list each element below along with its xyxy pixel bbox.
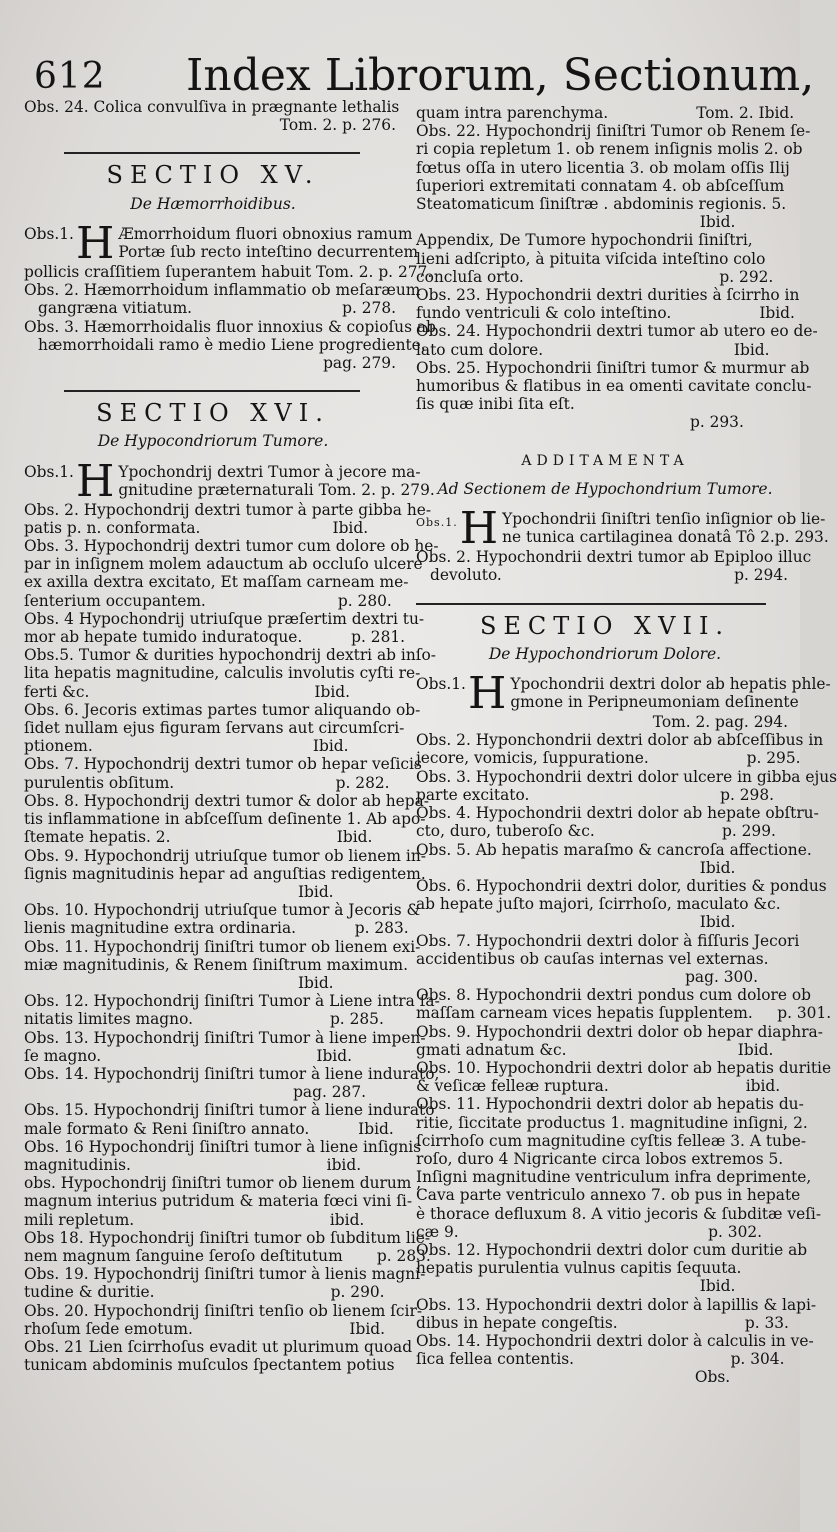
entry-line: ne tunica cartilaginea donatâ Tô 2.p. 293.	[502, 528, 829, 547]
entry-line: mor ab hepate tumido induratoque. p. 281.	[24, 628, 406, 647]
entry-line: Obs.5. Tumor & durities hypochondrij dextri ab inſo-	[24, 646, 436, 665]
entry-line: Obs. 7. Hypochondrii dextri dolor à fiſſuris Jecori	[416, 931, 800, 950]
entry-line: lienis magnitudine extra ordinaria. p. 283.	[24, 919, 409, 938]
entry-line: Obs. 10. Hypochondrij utriuſque tumor à Jecoris &	[24, 901, 421, 920]
entry-line: fœtus oſſa in utero licentia 3. ob molam oſſis Ilij	[416, 158, 790, 177]
entry-line: hæmorrhoidali ramo è medio Liene progrediente.	[38, 335, 426, 354]
entry-line: Obs. 21 Lien ſcirrhoſus evadit ut plurimum quoad	[24, 1337, 413, 1356]
entry-line: ſcirrhoſo cum magnitudine cyſtis felleæ 3. A tube-	[416, 1131, 807, 1150]
entry-line: Ibid.	[24, 973, 334, 992]
entry-line: roſo, duro 4 Nigricante circa lobos extremos 5.	[416, 1149, 784, 1168]
entry-line: ri copia repletum 1. ob renem inſignis molis 2. ob	[416, 140, 803, 159]
entry-line: purulentis obſitum. p. 282.	[24, 773, 390, 792]
obs-label: Obs.1.	[24, 462, 74, 481]
entry-line: hepatis purulentia vulnus capitis ſequuta.	[416, 1259, 742, 1278]
entry-line: male formato & Reni ſiniſtro annato. Ibid.	[24, 1119, 394, 1138]
section-divider	[64, 390, 360, 392]
entry-line: Inſigni magnitudine ventriculum infra deprimente,	[416, 1168, 812, 1187]
entry-line: mili repletum. ibid.	[24, 1210, 365, 1229]
entry-line: Obs. 19. Hypochondrij ſiniſtri tumor à lienis magni-	[24, 1265, 426, 1284]
obs-label: Obs.1.	[416, 675, 466, 694]
entry-ref: pag. 279.	[323, 354, 396, 373]
obs-entry	[24, 217, 433, 281]
entry-line: Obs.	[416, 1368, 731, 1387]
entry-ref: Tom. 2. pag. 294.	[652, 713, 788, 732]
entry-line: cto, duro, tuberoſo &c. p. 299.	[416, 822, 776, 841]
drop-capital: H	[75, 217, 115, 269]
entry-line: Obs. 5. Ab hepatis maraſmo & cancroſa affectione.	[416, 840, 812, 859]
entry-line: Obs 18. Hypochondrij ſiniſtri tumor ob ſubditum lie-	[24, 1228, 431, 1247]
entry-list	[416, 104, 818, 432]
left-column	[24, 96, 440, 1375]
entry-line: Obs. 2. Hæmorrhoidum inflammatio ob meſaræum	[24, 281, 421, 300]
entry-line: lita hepatis magnitudine, calculis involutis cyſti re-	[24, 664, 421, 683]
section-heading: SECTIO XVII.	[479, 611, 731, 640]
entry-line: Appendix, De Tumore hypochondrii ſiniſtri,	[416, 231, 753, 250]
entry-line: Obs. 2. Hypochondrii dextri tumor ab Epiploo illuc	[416, 548, 812, 567]
entry-line: parte excitato. p. 298.	[416, 785, 775, 804]
entry-line: Obs. 14. Hypochondrii dextri dolor à calculis in ve-	[416, 1331, 814, 1350]
entry-line: miæ magnitudinis, & Renem ſiniſtrum maximum.	[24, 955, 408, 974]
entry-line: nem magnum ſanguine ſeroſo deſtitutum p. 283.	[24, 1246, 431, 1265]
entry-line: & veſicæ felleæ ruptura. ibid.	[416, 1077, 781, 1096]
entry-line: gangræna vitiatum.	[38, 299, 193, 318]
section-heading: SECTIO XV.	[106, 161, 320, 190]
entry-line: ſenterium occupantem. p. 280.	[24, 591, 392, 610]
page-title: Index Librorum, Sectionum,	[186, 50, 815, 101]
obs-entry	[416, 668, 831, 732]
entry-line: Obs. 8. Hypochondrii dextri pondus cum dolore ob	[416, 986, 812, 1005]
entry-line: Portæ ſub recto inteſtino decurrentem	[118, 243, 419, 262]
entry-line: Obs. 11. Hypochondrii dextri dolor ab hepatis du-	[416, 1095, 804, 1114]
section-subheading: De Hæmorrhoidibus.	[130, 194, 296, 213]
entry-ref: Tom. 2. p. 276.	[279, 116, 396, 135]
entry-line: ſidet nullam ejus figuram ſervans aut circumſcri-	[24, 719, 405, 738]
entry-line: Obs. 16 Hypochondrij ſiniſtri tumor à liene inſignis	[24, 1137, 422, 1156]
entry-line: Æmorrhoidum fluori obnoxius ramum	[118, 224, 413, 243]
entry-line: gmone in Peripneumoniam deſinente	[510, 693, 799, 712]
entry-line: par in inſignem molem adauctum ab occluſo ulcere	[24, 555, 423, 574]
entry-line: Obs. 24. Hypochondrii dextri tumor ab utero eo de-	[416, 322, 818, 341]
entry-line: Obs. 6. Jecoris extimas partes tumor aliquando ob-	[24, 700, 421, 719]
entry-line: Obs. 11. Hypochondrij ſiniſtri tumor ob lienem exi-	[24, 937, 421, 956]
entry-line: Ibid.	[416, 1277, 736, 1296]
section-subheading: Ad Sectionem de Hypochondrium Tumore.	[437, 479, 773, 498]
entry-line: jecore, vomicis, ſuppuratione. p. 295.	[416, 749, 801, 768]
entry-line: Obs. 2. Hypochondrij dextri tumor à parte gibba he-	[24, 500, 432, 519]
entry-line: ſuperiori extremitati connatam 4. ob abſceſſum	[416, 176, 785, 195]
entry-line: magnitudinis. ibid.	[24, 1155, 362, 1174]
entry-line: Obs. 13. Hypochondrij ſiniſtri Tumor à liene impen-	[24, 1028, 426, 1047]
entry-line: Obs. 3. Hypochondrij dextri tumor cum dolore ob he-	[24, 537, 439, 556]
entry-ref: p. 294.	[734, 566, 788, 585]
entry-line: concluſa orto. p. 292.	[416, 267, 774, 286]
entry-line: Steatomaticum ſiniſtræ . abdominis regionis. 5.	[416, 195, 787, 214]
entry-line: Ibid.	[416, 213, 736, 232]
entry-line: Obs. 6. Hypochondrii dextri dolor, durities & pondus	[416, 876, 827, 895]
entry-line: Obs. 14. Hypochondrij ſiniſtri tumor à liene indurato,	[24, 1064, 440, 1083]
entry-line: ritie, ſiccitate productus 1. magnitudine inſigni, 2.	[416, 1113, 808, 1132]
entry-line: Obs. 10. Hypochondrii dextri dolor ab hepatis duritie	[416, 1058, 832, 1077]
entry-line: tudine & duritie. p. 290.	[24, 1283, 385, 1302]
section-subheading: De Hypochondriorum Dolore.	[488, 644, 722, 663]
entry-list	[416, 731, 837, 1387]
entry-line: Ypochondrij dextri Tumor à jecore ma-	[118, 462, 421, 481]
entry-line: Obs. 13. Hypochondrii dextri dolor à lapillis & lapi-	[416, 1295, 817, 1314]
entry-line: Obs. 23. Hypochondrii dextri durities à ſcirrho in	[416, 286, 800, 305]
entry-line: fundo ventriculi & colo inteſtino. Ibid.	[416, 304, 795, 323]
entry-line: ſe magno. Ibid.	[24, 1046, 352, 1065]
entry-line: Obs. 20. Hypochondrij ſiniſtri tenſio ob lienem ſcir-	[24, 1301, 423, 1320]
entry-line: Obs. 15. Hypochondrij ſiniſtri tumor à liene indurato	[24, 1101, 435, 1120]
obs-label: Obs.1.	[24, 224, 74, 243]
entry-line: Obs. 12. Hypochondrii dextri dolor cum duritie ab	[416, 1240, 808, 1259]
drop-capital: H	[467, 668, 507, 720]
entry-line: ſignis magnitudinis hepar ad anguſtias redigentem.	[24, 864, 426, 883]
entry-line: p. 293.	[416, 413, 744, 432]
entry-line: Obs. 4 Hypochondrij utriuſque præſertim dextri tu-	[24, 609, 425, 628]
entry-line: dibus in hepate congeſtis. p. 33.	[416, 1313, 789, 1332]
entry-line: Obs. 2. Hyponchondrii dextri dolor ab abſceſſibus in	[416, 731, 824, 750]
entry-line: Ypochondrii dextri dolor ab hepatis phle-	[510, 675, 831, 694]
entry-line: lieni adſcripto, à pituita viſcida inteſtino colo	[416, 249, 766, 268]
section-divider	[416, 603, 766, 605]
entry-line: pag. 300.	[416, 967, 759, 986]
entry-ref: p. 278.	[342, 299, 396, 318]
entry-line: Obs. 7. Hypochondrij dextri tumor ob hepar veſicis	[24, 755, 422, 774]
entry-line: cæ 9. p. 302.	[416, 1222, 763, 1241]
entry-line: Obs. 22. Hypochondrij ſiniſtri Tumor ob Renem ſe-	[416, 122, 811, 141]
section-heading: ADDITAMENTA	[521, 452, 689, 469]
entry-line: devoluto.	[430, 566, 502, 585]
entry-line: gmati adnatum &c. Ibid.	[416, 1040, 774, 1059]
entry-line: gnitudine præternaturali Tom. 2. p. 279.	[118, 480, 435, 499]
entry-line: pag. 287.	[24, 1083, 367, 1102]
entry-line: rhoſum ſede emotum. Ibid.	[24, 1319, 385, 1338]
entry-line: Obs. 8. Hypochondrij dextri tumor & dolor ab hepa-	[24, 791, 429, 810]
entry-line: Obs. 9. Hypochondrij utriuſque tumor ob lienem in-	[24, 846, 426, 865]
entry-line: Cava parte ventriculo annexo 7. ob pus in hepate	[416, 1186, 801, 1205]
page-number: 612	[34, 56, 106, 97]
entry-line: Obs. 9. Hypochondrii dextri dolor ob hepar diaphra-	[416, 1022, 823, 1041]
entry-line: Obs. 24. Colica convulſiva in prægnante lethalis	[24, 98, 400, 116]
entry-line: accidentibus ob cauſas internas vel externas.	[416, 949, 769, 968]
entry-line: è thorace defluxum 8. A vitio jecoris & ſubditæ veſi-	[416, 1204, 822, 1223]
entry-line: Obs. 12. Hypochondrij ſiniſtri Tumor à Liene intra ſa-	[24, 992, 440, 1011]
entry-line: Ypochondrii ſiniſtri tenſio inſignior ob lie-	[502, 510, 826, 529]
entry-line: lato cum dolore. Ibid.	[416, 340, 770, 359]
entry-line: nitatis limites magno. p. 285.	[24, 1010, 384, 1029]
entry-line: humoribus & flatibus in ea omenti cavitate conclu-	[416, 377, 812, 396]
entry-line: ſis quæ inibi ſita eſt.	[416, 395, 575, 414]
obs-entry	[416, 503, 829, 555]
obs-label: Obs.1.	[416, 516, 458, 530]
section-subheading: De Hypocondriorum Tumore.	[97, 432, 329, 451]
entry-line: magnum interius putridum & materia fœci vini ſi-	[24, 1192, 413, 1211]
obs-entry	[24, 455, 435, 507]
entry-line: pollicis craſſitiem ſuperantem habuit Tom. 2. p. 277.	[24, 262, 433, 281]
entry-line: Obs. 3. Hæmorrhoidalis fluor innoxius & copioſus ab	[24, 317, 436, 336]
entry-line: Ibid.	[416, 858, 736, 877]
entry-line: ab hepate juſto majori, ſcirrhoſo, maculato &c.	[416, 895, 781, 914]
entry-line: ferti &c. Ibid.	[24, 682, 351, 701]
entry-line: Ibid.	[416, 913, 736, 932]
entry-line: obs. Hypochondrij ſiniſtri tumor ob lienem durum ,	[24, 1174, 422, 1193]
entry-line: Ibid.	[24, 882, 334, 901]
entry-line: maſſam carneam vices hepatis ſupplentem. p. 301.	[416, 1004, 832, 1023]
entry-line: tis inflammatione in abſceſſum deſinente 1. Ab apo-	[24, 810, 426, 829]
entry-line: quam intra parenchyma. Tom. 2. Ibid.	[416, 104, 795, 122]
entry-line: Obs. 3. Hypochondrii dextri dolor ulcere in gibba ejus	[416, 767, 837, 786]
drop-capital: H	[459, 503, 499, 555]
section-heading: SECTIO XVI.	[96, 399, 330, 428]
entry-line: ptionem. Ibid.	[24, 737, 349, 756]
entry-line: tunicam abdominis muſculos ſpectantem potius	[24, 1356, 395, 1375]
entry-line: ſtemate hepatis. 2. Ibid.	[24, 828, 373, 847]
entry-line: ex axilla dextra excitato, Et maſſam carneam me-	[24, 573, 409, 592]
entry-line: Obs. 4. Hypochondrii dextri dolor ab hepate obſtru-	[416, 804, 819, 823]
entry-line: Obs. 25. Hypochondrii ſiniſtri tumor & murmur ab	[416, 358, 810, 377]
right-column	[416, 104, 837, 1387]
drop-capital: H	[75, 455, 115, 507]
entry-line: patis p. n. conformata. Ibid.	[24, 518, 369, 537]
section-divider	[64, 152, 360, 154]
entry-list	[24, 500, 440, 1375]
entry-line: ſica fellea contentis. p. 304.	[416, 1350, 785, 1369]
